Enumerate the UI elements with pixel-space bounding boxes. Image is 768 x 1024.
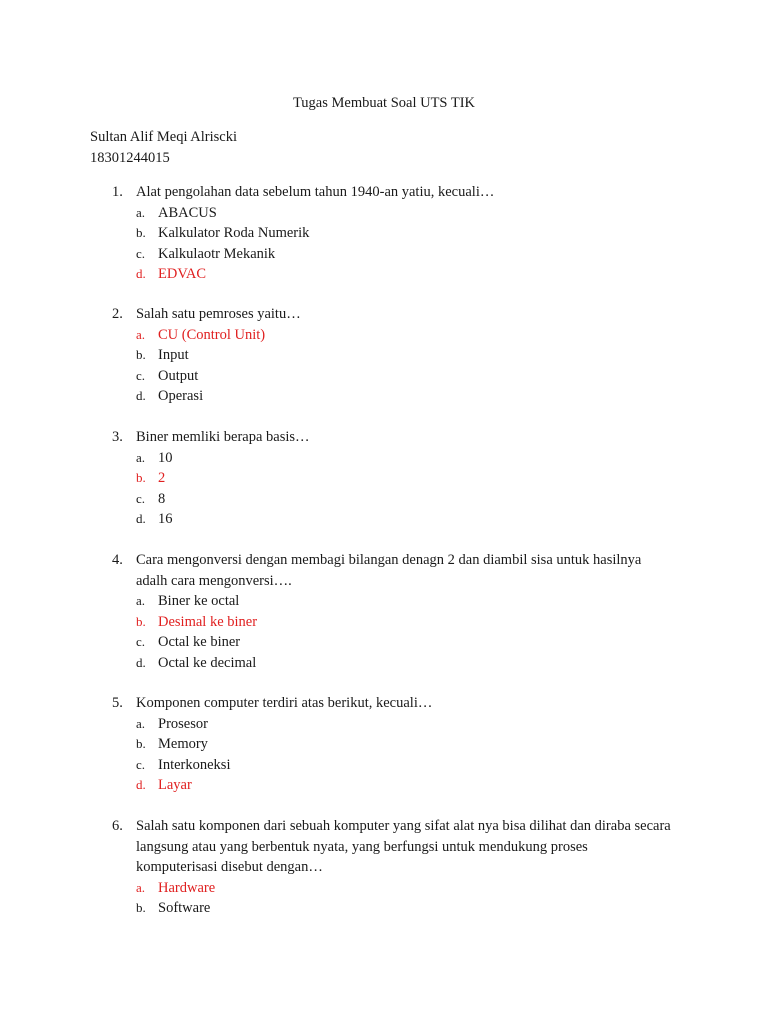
answer-option — [136, 653, 672, 674]
option-letter: a. — [136, 593, 146, 608]
answer-option — [136, 898, 672, 919]
question-text: Komponen computer terdiri atas berikut, kecuali… — [136, 695, 433, 711]
question-text: Cara mengonversi dengan membagi bilangan denagn 2 dan diambil sisa untuk hasilnya adalh cara mengonversi…. — [136, 552, 642, 589]
document-title: Tugas Membuat Soal UTS TIK — [292, 95, 476, 111]
question-item — [112, 304, 672, 407]
option-text: Memory — [158, 736, 208, 752]
question-text: Biner memliki berapa basis… — [136, 429, 310, 445]
answer-option — [136, 734, 672, 755]
option-text: Kalkulaotr Mekanik — [158, 245, 276, 262]
question-number: 3. — [112, 429, 123, 445]
answer-option — [136, 448, 672, 469]
answer-option — [136, 714, 672, 735]
question-number: 6. — [112, 818, 123, 834]
question-head — [112, 816, 672, 878]
question-item — [112, 427, 672, 530]
answer-option-correct — [136, 612, 672, 633]
option-text: Octal ke decimal — [158, 654, 257, 671]
question-item — [112, 816, 672, 919]
author-id: 18301244015 — [90, 149, 170, 166]
option-letter: b. — [136, 470, 146, 485]
option-letter: b. — [136, 225, 146, 240]
option-letter: d. — [136, 654, 146, 670]
answer-option — [136, 366, 672, 387]
option-letter: c. — [136, 367, 146, 383]
option-text: Biner ke octal — [158, 593, 240, 609]
question-item — [112, 550, 672, 673]
option-letter: b. — [136, 347, 146, 362]
question-text: Alat pengolahan data sebelum tahun 1940-an yatiu, kecuali… — [136, 184, 495, 200]
answer-option — [136, 345, 672, 366]
answer-option — [136, 509, 672, 530]
option-text: CU (Control Unit) — [158, 326, 266, 343]
question-head — [112, 182, 672, 203]
option-letter: d. — [136, 388, 146, 403]
question-head — [112, 693, 672, 714]
option-letter: a. — [136, 204, 146, 220]
option-text: EDVAC — [158, 266, 207, 282]
answer-option — [136, 386, 672, 407]
answer-option — [136, 755, 672, 776]
option-letter: d. — [136, 777, 146, 792]
option-letter: d. — [136, 511, 146, 526]
option-text: Octal ke biner — [158, 634, 241, 650]
answer-option-correct — [136, 325, 672, 346]
option-letter: a. — [136, 879, 146, 895]
option-text: Operasi — [158, 388, 204, 404]
option-letter: a. — [136, 449, 146, 465]
option-text: 8 — [158, 490, 166, 507]
author-name: Sultan Alif Meqi Alriscki — [90, 129, 238, 145]
question-number: 1. — [112, 184, 123, 200]
option-text: Interkoneksi — [158, 756, 231, 773]
option-letter: c. — [136, 634, 146, 649]
option-letter: b. — [136, 900, 146, 915]
answer-option — [136, 632, 672, 653]
option-letter: c. — [136, 245, 146, 261]
option-letter: b. — [136, 613, 146, 629]
question-text: Salah satu komponen dari sebuah komputer yang sifat alat nya bisa dilihat dan diraba secara langsung atau yang berbentuk nyata, yang berfungsi untuk mendukung proses komputerisasi disebut dengan… — [136, 818, 671, 875]
question-number: 2. — [112, 306, 123, 322]
answer-option-correct — [136, 878, 672, 899]
option-letter: b. — [136, 736, 146, 751]
option-letter: c. — [136, 490, 146, 506]
option-letter: c. — [136, 756, 146, 772]
option-text: 10 — [158, 449, 173, 466]
option-text: Software — [158, 900, 211, 916]
option-text: Output — [158, 367, 199, 384]
option-text: 16 — [158, 511, 173, 527]
option-text: Desimal ke biner — [158, 613, 258, 630]
answer-option — [136, 203, 672, 224]
option-text: Prosesor — [158, 715, 208, 732]
author-block — [90, 127, 237, 168]
option-text: Input — [158, 347, 189, 363]
question-item — [112, 693, 672, 796]
question-head — [112, 427, 672, 448]
option-letter: a. — [136, 715, 146, 731]
question-item — [112, 182, 672, 285]
answer-option-correct — [136, 468, 672, 489]
answer-option-correct — [136, 775, 672, 796]
option-text: ABACUS — [158, 204, 217, 221]
answer-option — [136, 591, 672, 612]
option-text: Kalkulator Roda Numerik — [158, 225, 310, 241]
question-text: Salah satu pemroses yaitu… — [136, 306, 301, 322]
answer-option-correct — [136, 264, 672, 285]
option-text: Hardware — [158, 879, 216, 896]
question-head — [112, 304, 672, 325]
option-letter: a. — [136, 326, 146, 342]
question-number: 5. — [112, 695, 123, 711]
option-text: 2 — [158, 470, 166, 486]
question-number: 4. — [112, 552, 123, 568]
answer-option — [136, 244, 672, 265]
question-head — [112, 550, 672, 591]
answer-option — [136, 223, 672, 244]
option-text: Layar — [158, 777, 192, 793]
option-letter: d. — [136, 266, 146, 281]
answer-option — [136, 489, 672, 510]
